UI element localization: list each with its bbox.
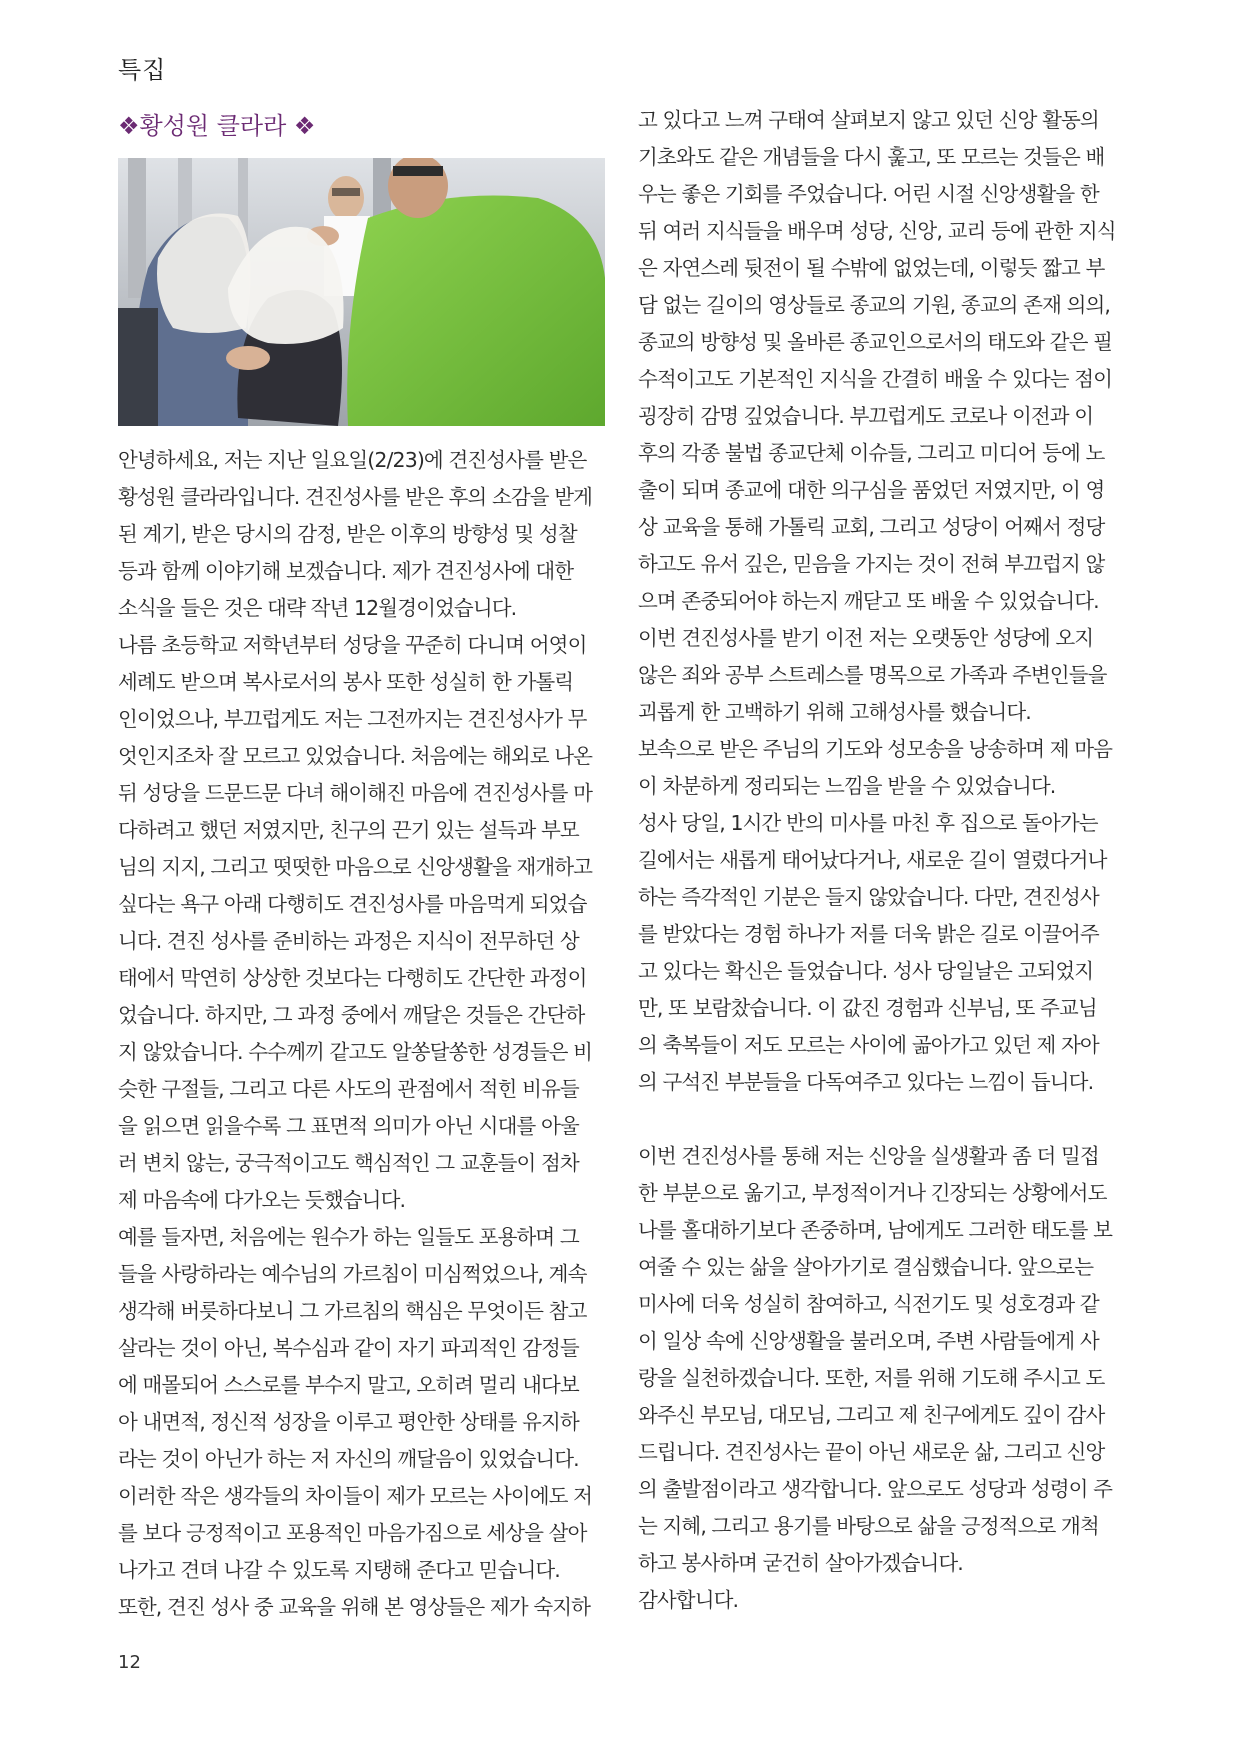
paragraph-line: 는 지혜, 그리고 용기를 바탕으로 삶을 긍정적으로 개척 (638, 1514, 1099, 1538)
paragraph-line: 안녕하세요, 저는 지난 일요일(2/23)에 견진성사를 받은 (118, 448, 587, 472)
paragraph-line: 보속으로 받은 주님의 기도와 성모송을 낭송하며 제 마음 (638, 737, 1113, 761)
paragraph-line: 하고도 유서 깊은, 믿음을 가지는 것이 전혀 부끄럽지 않 (638, 552, 1105, 576)
paragraph-line: 생각해 버릇하다보니 그 가르침의 핵심은 무엇이든 참고 (118, 1299, 587, 1323)
paragraph-line: 지 않았습니다. 수수께끼 같고도 알쏭달쏭한 성경들은 비 (118, 1040, 593, 1064)
paragraph-line: 등과 함께 이야기해 보겠습니다. 제가 견진성사에 대한 (118, 559, 574, 583)
paragraph-line: 이 차분하게 정리되는 느낌을 받을 수 있었습니다. (638, 774, 1056, 798)
paragraph-line: 길에서는 새롭게 태어났다거나, 새로운 길이 열렸다거나 (638, 848, 1107, 872)
paragraph-line: 슷한 구절들, 그리고 다른 사도의 관점에서 적힌 비유들 (118, 1077, 579, 1101)
paragraph-line: 괴롭게 한 고백하기 위해 고해성사를 했습니다. (638, 700, 1031, 724)
paragraph-line: 만, 또 보람찼습니다. 이 값진 경험과 신부님, 또 주교님 (638, 996, 1097, 1020)
paragraph-line: 후의 각종 불법 종교단체 이슈들, 그리고 미디어 등에 노 (638, 441, 1105, 465)
paragraph-line: 을 읽으면 읽을수록 그 표면적 의미가 아닌 시대를 아울 (118, 1114, 579, 1138)
paragraph-line: 담 없는 길이의 영상들로 종교의 기원, 종교의 존재 의의, (638, 293, 1111, 317)
paragraph-line: 의 구석진 부분들을 다독여주고 있다는 느낌이 듭니다. (638, 1070, 1094, 1094)
paragraph-line: 를 보다 긍정적이고 포용적인 마음가짐으로 세상을 살아 (118, 1521, 587, 1545)
paragraph-line: 와주신 부모님, 대모님, 그리고 제 친구에게도 깊이 감사 (638, 1403, 1105, 1427)
article-column-left (118, 442, 618, 1626)
paragraph-line: 었습니다. 하지만, 그 과정 중에서 깨달은 것들은 간단하 (118, 1003, 585, 1027)
paragraph-line: 니다. 견진 성사를 준비하는 과정은 지식이 전무하던 상 (118, 929, 579, 953)
paragraph-line: 의 출발점이라고 생각합니다. 앞으로도 성당과 성령이 주 (638, 1477, 1113, 1501)
paragraph-line: 나가고 견뎌 나갈 수 있도록 지탱해 준다고 믿습니다. (118, 1558, 560, 1582)
confirmation-photo-illustration (118, 158, 605, 426)
paragraph-line: 드립니다. 견진성사는 끝이 아닌 새로운 삶, 그리고 신앙 (638, 1440, 1105, 1464)
paragraph-line: 성사 당일, 1시간 반의 미사를 마친 후 집으로 돌아가는 (638, 811, 1098, 835)
paragraph-line: 의 축복들이 저도 모르는 사이에 곪아가고 있던 제 자아 (638, 1033, 1099, 1057)
paragraph-line: 예를 들자면, 처음에는 원수가 하는 일들도 포용하며 그 (118, 1225, 579, 1249)
paragraph-line: 기초와도 같은 개념들을 다시 훑고, 또 모르는 것들은 배 (638, 145, 1105, 169)
paragraph-line: 고 있다는 확신은 들었습니다. 성사 당일날은 고되었지 (638, 959, 1094, 983)
paragraph-line: 출이 되며 종교에 대한 의구심을 품었던 저였지만, 이 영 (638, 478, 1105, 502)
author-byline (118, 106, 315, 141)
paragraph-line: 이러한 작은 생각들의 차이들이 제가 모르는 사이에도 저 (118, 1484, 593, 1508)
paragraph-line: 여줄 수 있는 삶을 살아가기로 결심했습니다. 앞으로는 (638, 1255, 1094, 1279)
paragraph-line: 싶다는 욕구 아래 다행히도 견진성사를 마음먹게 되었습 (118, 892, 587, 916)
paragraph-line: 를 받았다는 경험 하나가 저를 더욱 밝은 길로 이끌어주 (638, 922, 1099, 946)
paragraph-line: 감사합니다. (638, 1588, 739, 1612)
paragraph-line: 종교의 방향성 및 올바른 종교인으로서의 태도와 같은 필 (638, 330, 1113, 354)
paragraph-line: 수적이고도 기본적인 지식을 간결히 배울 수 있다는 점이 (638, 367, 1113, 391)
page-number: 12 (118, 1652, 141, 1673)
paragraph-line (638, 1101, 1138, 1138)
paragraph-line: 미사에 더욱 성실히 참여하고, 식전기도 및 성호경과 같 (638, 1292, 1099, 1316)
paragraph-line: 태에서 막연히 상상한 것보다는 다행히도 간단한 과정이 (118, 966, 587, 990)
paragraph-line: 들을 사랑하라는 예수님의 가르침이 미심쩍었으나, 계속 (118, 1262, 587, 1286)
paragraph-line: 제 마음속에 다가오는 듯했습니다. (118, 1188, 406, 1212)
paragraph-line: 러 변치 않는, 궁극적이고도 핵심적인 그 교훈들이 점차 (118, 1151, 579, 1175)
ornament-left-icon: ❖ (118, 112, 140, 140)
paragraph-line: 살라는 것이 아닌, 복수심과 같이 자기 파괴적인 감정들 (118, 1336, 579, 1360)
paragraph-line: 않은 죄와 공부 스트레스를 명목으로 가족과 주변인들을 (638, 663, 1107, 687)
paragraph-line: 하는 즉각적인 기분은 들지 않았습니다. 다만, 견진성사 (638, 885, 1099, 909)
paragraph-line: 이번 견진성사를 받기 이전 저는 오랫동안 성당에 오지 (638, 626, 1094, 650)
paragraph-line: 고 있다고 느껴 구태여 살펴보지 않고 있던 신앙 활동의 (638, 108, 1099, 132)
paragraph-line: 님의 지지, 그리고 떳떳한 마음으로 신앙생활을 재개하고 (118, 855, 593, 879)
paragraph-line: 나를 홀대하기보다 존중하며, 남에게도 그러한 태도를 보 (638, 1218, 1113, 1242)
paragraph-line: 세례도 받으며 복사로서의 봉사 또한 성실히 한 가톨릭 (118, 670, 574, 694)
article-column-right (638, 102, 1138, 1619)
paragraph-line: 한 부분으로 옮기고, 부정적이거나 긴장되는 상황에서도 (638, 1181, 1107, 1205)
paragraph-line: 인이었으나, 부끄럽게도 저는 그전까지는 견진성사가 무 (118, 707, 587, 731)
paragraph-line: 소식을 들은 것은 대략 작년 12월경이었습니다. (118, 596, 517, 620)
ornament-right-icon: ❖ (293, 112, 316, 140)
paragraph-line: 엇인지조차 잘 모르고 있었습니다. 처음에는 해외로 나온 (118, 744, 593, 768)
section-label: 특집 (118, 56, 167, 84)
author-name: 황성원 클라라 (139, 112, 287, 140)
paragraph-line: 된 계기, 받은 당시의 감정, 받은 이후의 방향성 및 성찰 (118, 522, 577, 546)
paragraph-line: 이번 견진성사를 통해 저는 신앙을 실생활과 좀 더 밀접 (638, 1144, 1099, 1168)
confirmation-photo (118, 158, 605, 426)
paragraph-line: 으며 존중되어야 하는지 깨닫고 또 배울 수 있었습니다. (638, 589, 1099, 613)
paragraph-line: 우는 좋은 기회를 주었습니다. 어린 시절 신앙생활을 한 (638, 182, 1099, 206)
paragraph-line: 나름 초등학교 저학년부터 성당을 꾸준히 다니며 어엿이 (118, 633, 587, 657)
paragraph-line: 굉장히 감명 깊었습니다. 부끄럽게도 코로나 이전과 이 (638, 404, 1094, 428)
paragraph-line: 상 교육을 통해 가톨릭 교회, 그리고 성당이 어째서 정당 (638, 515, 1105, 539)
paragraph-line: 아 내면적, 정신적 성장을 이루고 평안한 상태를 유지하 (118, 1410, 579, 1434)
paragraph-line: 뒤 성당을 드문드문 다녀 해이해진 마음에 견진성사를 마 (118, 781, 593, 805)
paragraph-line: 황성원 클라라입니다. 견진성사를 받은 후의 소감을 받게 (118, 485, 593, 509)
paragraph-line: 뒤 여러 지식들을 배우며 성당, 신앙, 교리 등에 관한 지식 (638, 219, 1116, 243)
paragraph-line: 에 매몰되어 스스로를 부수지 말고, 오히려 멀리 내다보 (118, 1373, 579, 1397)
paragraph-line: 랑을 실천하겠습니다. 또한, 저를 위해 기도해 주시고 도 (638, 1366, 1105, 1390)
paragraph-line: 다하려고 했던 저였지만, 친구의 끈기 있는 설득과 부모 (118, 818, 579, 842)
paragraph-line: 라는 것이 아닌가 하는 저 자신의 깨달음이 있었습니다. (118, 1447, 579, 1471)
paragraph-line: 은 자연스레 뒷전이 될 수밖에 없었는데, 이렇듯 짧고 부 (638, 256, 1105, 280)
paragraph-line: 하고 봉사하며 굳건히 살아가겠습니다. (638, 1551, 963, 1575)
paragraph-line: 이 일상 속에 신앙생활을 불러오며, 주변 사람들에게 사 (638, 1329, 1099, 1353)
paragraph-line: 또한, 견진 성사 중 교육을 위해 본 영상들은 제가 숙지하 (118, 1595, 591, 1619)
